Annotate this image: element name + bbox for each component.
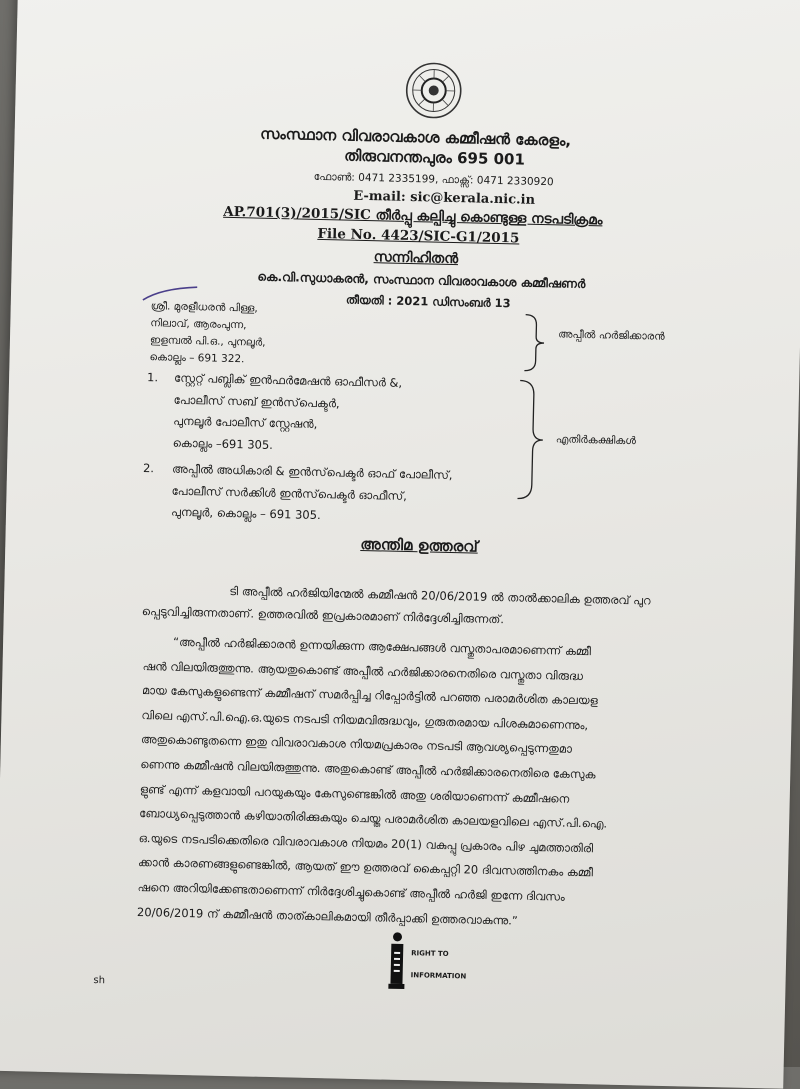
initials: sh: [93, 975, 105, 986]
appellant-label: അപ്പീൽ ഹർജിക്കാരൻ: [558, 328, 665, 343]
appellant-brace-icon: [521, 313, 546, 374]
ap-number-line: AP.701(3)/2015/SIC തീർപ്പു കല്പിച്ചു കൊണ്ടുള്ള നടപടിക്രമം: [23, 199, 800, 233]
order-date: തീയതി : 2021 ഡിസംബർ 13: [346, 293, 511, 312]
file-number: File No. 4423/SIC-G1/2015: [34, 219, 800, 252]
order-title: അന്തിമ ഉത്തരവ്: [360, 535, 478, 556]
commission-name: സംസ്ഥാന വിവരാവകാശ കമ്മീഷൻ കേരളം,: [27, 119, 800, 155]
order-para1-line1: ടി അപ്പീൽ ഹർജിയിന്മേൽ കമ്മീഷൻ 20/06/2019 ൽ താൽക്കാലിക ഉത്തരവ് പുറ: [229, 584, 651, 609]
commission-seal-icon: [403, 60, 464, 121]
interim-order-quote: “അപ്പീൽ ഹർജിക്കാരൻ ഉന്നയിക്കുന്ന ആക്ഷേപങ്ങൾ വസ്തുതാപരമാണെന്ന് കമ്മീ ഷൻ വിലയിരുത്തുന്നു. ആയതുകൊണ്ട് അപ്പീൽ ഹർജിക്കാരനെതിരെ വസ്തുതാ വിരുദ്ധ മായ കേസുകളുണ്ടെന്ന് കമ്മീഷന് സമർപ്പിച്ച റിപ്പോർട്ടിൽ പറഞ്ഞ പരാമർശിത കാലയള വിലെ എസ്.പി.ഐ.ഒ.യുടെ നടപടി നിയമവിരുദ്ധവും, ഗുരുതരമായ പിശകുമാണെന്നും, അതുകൊണ്ടുതന്നെ ഇതു വിവരാവകാശ നിയമപ്രകാരം നടപടി ആവശ്യപ്പെടുന്നതുമാ ണെന്നു കമ്മീഷൻ വിലയിരുത്തുന്നു. അതുകൊണ്ട് അപ്പീൽ ഹർജിക്കാരനെതിരെ കേസുക ളുണ്ട് എന്ന് കളവായി പറയുകയും കേസുണ്ടെങ്കിൽ അതു ശരിയാണെന്ന് കമ്മീഷനെ ബോധ്യപ്പെടുത്താൻ കഴിയാതിരിക്കുകയും ചെയ്ത പരാമർശിത കാലയളവിലെ എസ്.പി.ഐ. ഒ.യുടെ നടപടിക്കെതിരെ വിവരാവകാശ നിയമം 20(1) വകുപ്പു പ്രകാരം പിഴ ചുമത്താതിരി ക്കാൻ കാരണങ്ങളുണ്ടെങ്കിൽ, ആയത് ഈ ഉത്തരവ് കൈപ്പറ്റി 20 ദിവസത്തിനകം കമ്മീ ഷനെ അറിയിക്കേണ്ടതാണെന്ന് നിർദ്ദേശിച്ചുകൊണ്ട് അപ്പീൽ ഹർജി ഇന്നേ ദിവസം 20/06/2019 ന് കമ്മീഷൻ താത്കാലികമായി തീർപ്പാക്കി ഉത്തരവാകുന്നു.”: [137, 629, 612, 935]
commissioner-name: കെ.വി.സുധാകരൻ, സംസ്ഥാന വിവരാവകാശ കമ്മീഷണർ: [41, 265, 800, 297]
commission-city: തിരുവനന്തപുരം 695 001: [344, 146, 525, 168]
phone-fax: ഫോൺ: 0471 2335199, ഫാക്സ്: 0471 2330920: [314, 171, 554, 189]
rti-logo-text: RIGHT TO INFORMATION: [411, 948, 467, 981]
email: E-mail: sic@kerala.nic.in: [353, 189, 535, 208]
respondents-label: എതിർകക്ഷികൾ: [556, 433, 636, 448]
respondent-1-address: സ്റ്റേറ്റ് പബ്ലിക് ഇൻഫർമേഷൻ ഓഫീസർ &, പോലീസ് സബ് ഇൻസ്‌പെക്ടർ, പുനലൂർ പോലീസ് സ്റ്റേഷൻ, കൊല്ലം –691 305.: [172, 368, 402, 459]
respondent-2-address: അപ്പീൽ അധികാരി & ഇൻസ്‌പെക്ടർ ഓഫ് പോലീസ്, പോലീസ് സർക്കിൾ ഇൻസ്‌പെക്ടർ ഓഫീസ്, പുനലൂർ, കൊല്ലം – 691 305.: [171, 459, 453, 530]
present-label: സന്നിഹിതൻ: [30, 241, 800, 275]
order-para1-line2: പ്പെടുവിച്ചിരുന്നതാണ്. ഉത്തരവിൽ ഇപ്രകാരമാണ് നിർദ്ദേശിച്ചിരുന്നത്.: [142, 604, 505, 627]
respondent-1-number: 1.: [147, 367, 158, 389]
respondent-2-number: 2.: [143, 458, 154, 480]
rti-logo-icon: [387, 932, 406, 992]
respondents-brace-icon: [514, 378, 547, 501]
appellant-address: ശ്രീ. മുരളീധരൻ പിള്ള, നിലാവ്, ആരംപുന്ന, ഇളമ്പൽ പി.ഒ., പുനലൂർ, കൊല്ലം – 691 322.: [149, 298, 266, 369]
